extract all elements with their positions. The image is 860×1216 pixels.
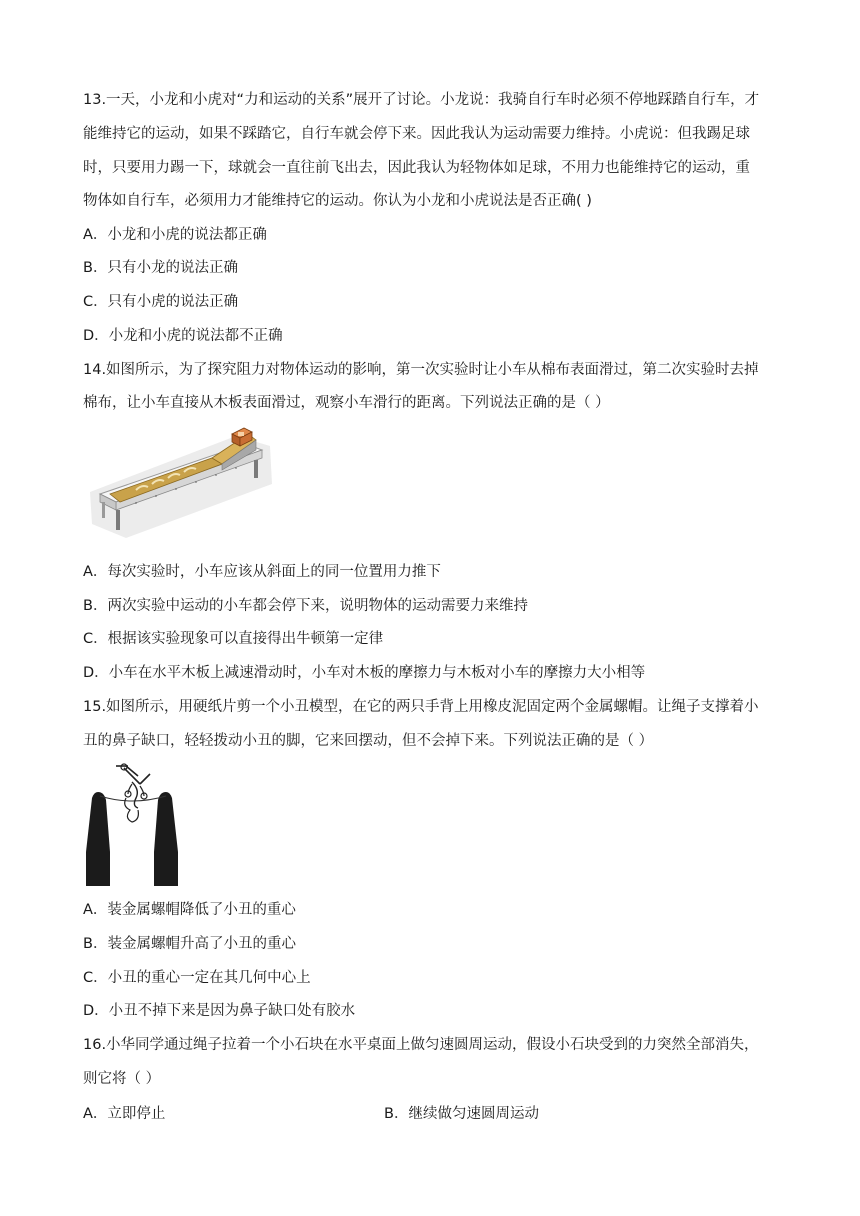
q13-option-c: C．只有小虎的说法正确: [83, 294, 239, 310]
q16-option-a: A．立即停止: [83, 1106, 166, 1122]
q15-option-b: B．装金属螺帽升高了小丑的重心: [83, 936, 296, 952]
q13-option-b: B．只有小龙的说法正确: [83, 260, 238, 276]
q15-option-c: C．小丑的重心一定在其几何中心上: [83, 970, 311, 986]
q13-option-d: D．小龙和小虎的说法都不正确: [83, 328, 283, 344]
q13-line-2: 能维持它的运动，如果不踩踏它，自行车就会停下来。因此我认为运动需要力维持。小虎说：但我踢足球: [83, 126, 750, 142]
q15-line-1: 15.如图所示，用硬纸片剪一个小丑模型，在它的两只手背上用橡皮泥固定两个金属螺帽。让绳子支撑着小: [83, 699, 759, 715]
clown-balance-figure: [80, 762, 184, 890]
q14-option-c: C．根据该实验现象可以直接得出牛顿第一定律: [83, 631, 384, 647]
incline-experiment-figure: [86, 424, 276, 540]
q13-option-a: A．小龙和小虎的说法都正确: [83, 227, 267, 243]
q14-line-1: 14.如图所示，为了探究阻力对物体运动的影响，第一次实验时让小车从棉布表面滑过，第二次实验时去掉: [83, 362, 759, 378]
q13-line-3: 时，只要用力踢一下，球就会一直往前飞出去，因此我认为轻物体如足球，不用力也能维持它的运动，重: [83, 160, 750, 176]
q16-option-b: B．继续做匀速圆周运动: [384, 1106, 539, 1122]
q14-option-d: D．小车在水平木板上减速滑动时，小车对木板的摩擦力与木板对小车的摩擦力大小相等: [83, 665, 646, 681]
q15-option-d: D．小丑不掉下来是因为鼻子缺口处有胶水: [83, 1003, 356, 1019]
q15-option-a: A．装金属螺帽降低了小丑的重心: [83, 902, 296, 918]
q13-line-1: 13.一天，小龙和小虎对“力和运动的关系”展开了讨论。小龙说：我骑自行车时必须不停地踩踏自行车，才: [83, 92, 760, 108]
q14-option-b: B．两次实验中运动的小车都会停下来，说明物体的运动需要力来维持: [83, 598, 528, 614]
q15-line-2: 丑的鼻子缺口，轻轻拨动小丑的脚，它来回摆动，但不会掉下来。下列说法正确的是（ ）: [83, 733, 654, 749]
q16-line-1: 16.小华同学通过绳子拉着一个小石块在水平桌面上做匀速圆周运动，假设小石块受到的力突然全部消失，: [83, 1037, 759, 1053]
q13-line-4: 物体如自行车，必须用力才能维持它的运动。你认为小龙和小虎说法是否正确( ): [83, 193, 592, 209]
q14-line-2: 棉布，让小车直接从木板表面滑过，观察小车滑行的距离。下列说法正确的是（ ）: [83, 395, 610, 411]
q14-option-a: A．每次实验时，小车应该从斜面上的同一位置用力推下: [83, 564, 441, 580]
q16-line-2: 则它将（ ）: [83, 1071, 161, 1087]
